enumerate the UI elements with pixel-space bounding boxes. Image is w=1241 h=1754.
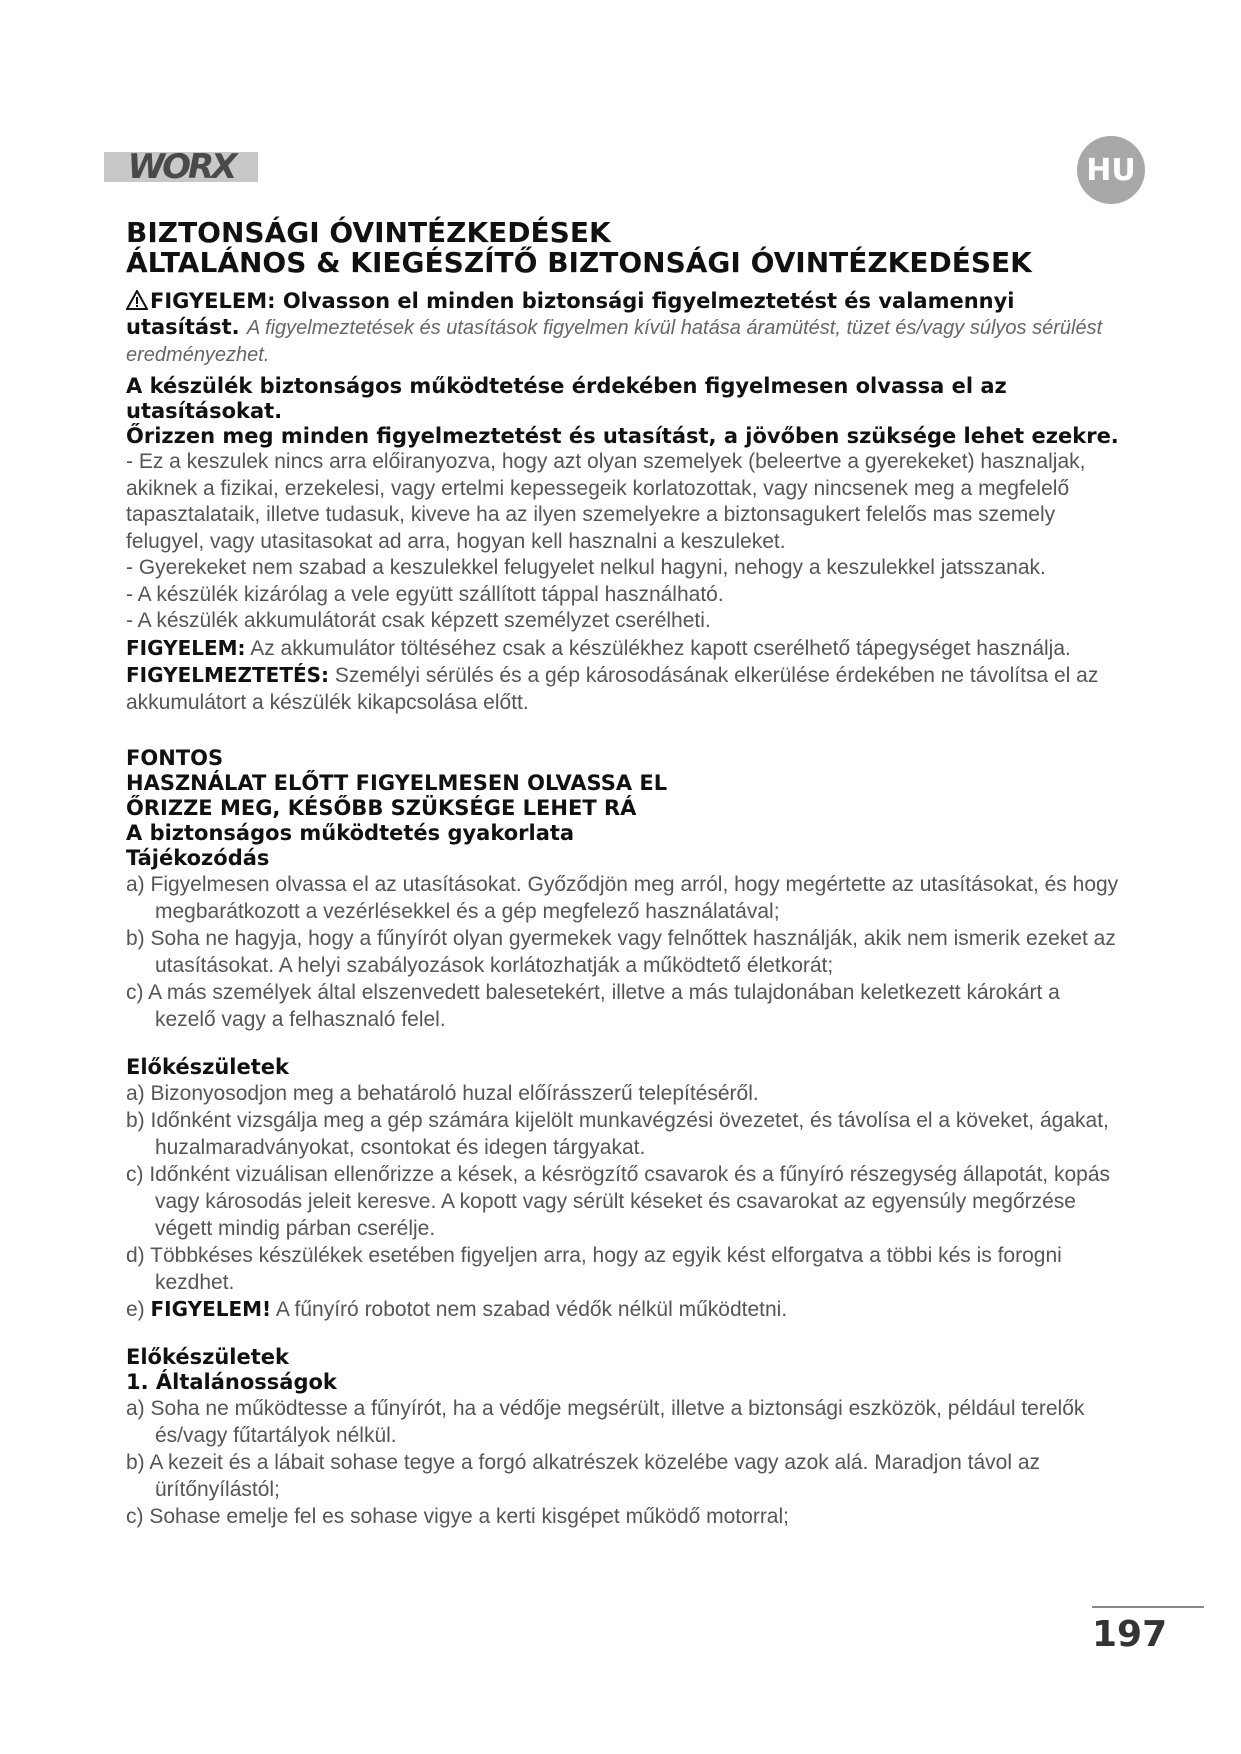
note-label: FIGYELEM! — [150, 1297, 272, 1321]
list-item: a) Soha ne működtesse a fűnyírót, ha a védője megsérült, illetve a biztonsági eszközök, például terelők és/vagy fűtartályok nélkül. — [126, 1397, 1085, 1447]
note-label: FIGYELEM: — [126, 635, 246, 660]
section-heading: A biztonságos működtetés gyakorlata — [126, 821, 575, 845]
document-body — [126, 218, 1126, 1530]
battery-remove-note — [126, 662, 1126, 716]
list-item: c) A más személyek által elszenvedett balesetekért, illetve a más tulajdonában keletkezett károkárt a kezelő vagy a felhasznaló felel. — [126, 981, 1060, 1031]
paragraph: - Gyerekeket nem szabad a keszulekkel felugyelet nelkul hagyni, nehogy a keszulekkel jatsszanak. — [126, 556, 1046, 579]
paragraph: - Ez a keszulek nincs arra előiranyozva, hogy azt olyan szemelyek (beleertve a gyerekeket) hasznaljak, akiknek a fizikai, erzekelesi, vagy ertelmi kepessegeik korlatozottak, vagy nincsenek meg a megfelelő tapasztalataik, illetve tudasuk, kiveve ha az ilyen szemelyekre a biztonsagukert felelős mas szemely felugyel, vagy utasitasokat ad arra, hogyan kell hasznalni a keszuleket. — [126, 450, 1086, 553]
section-heading: Tájékozódás — [126, 846, 270, 870]
note-label: FIGYELMEZTETÉS: — [126, 663, 330, 687]
section-heading: Előkészületek — [126, 1345, 289, 1369]
list-prefix: e) — [126, 1298, 151, 1321]
list-item: a) Bizonyosodjon meg a behatároló huzal előírásszerű telepítéséről. — [126, 1082, 759, 1105]
warning-triangle-icon — [126, 290, 148, 310]
list-item — [126, 1296, 1126, 1323]
important-heading: FONTOS — [126, 746, 224, 770]
page-title: BIZTONSÁGI ÓVINTÉZKEDÉSEK — [126, 216, 611, 249]
list-item: b) A kezeit és a lábait sohase tegye a forgó alkatrészek közelébe vagy azok alá. Maradjon távol az ürítőnyílástól; — [126, 1451, 1041, 1501]
note-text: Az akkumulátor töltéséhez csak a készülékhez kapott cserélhető tápegységet használja. — [245, 636, 1071, 660]
warning-block — [126, 288, 1126, 368]
language-badge: HU — [1077, 136, 1145, 204]
page-number: 197 — [1092, 1614, 1168, 1655]
important-heading: HASZNÁLAT ELŐTT FIGYELMESEN OLVASSA EL — [126, 771, 668, 795]
warning-bold-text: FIGYELEM: Olvasson el minden biztonsági figyelmeztetést és valamennyi utasítást. — [126, 289, 1015, 339]
page-subtitle: ÁLTALÁNOS & KIEGÉSZÍTŐ BIZTONSÁGI ÓVINTÉZKEDÉSEK — [126, 246, 1032, 279]
list-item: d) Többkéses készülékek esetében figyeljen arra, hogy az egyik kést elforgatva a többi kés is forogni kezdhet. — [126, 1244, 1062, 1294]
page-number-divider — [1092, 1606, 1204, 1608]
list-item: a) Figyelmesen olvassa el az utasításokat. Győződjön meg arról, hogy megértette az utasításokat, és hogy megbarátkozott a vezérlésekkel és a gép megfelező használatával; — [126, 873, 1119, 923]
list-item: b) Soha ne hagyja, hogy a fűnyírót olyan gyermekek vagy felnőttek használják, akik nem ismerik ezeket az utasításokat. A helyi szabályozások korlátozhatják a működtető életkorát; — [126, 927, 1116, 977]
note-text: Személyi sérülés és a gép károsodásának elkerülése érdekében ne távolítsa el az akkumulátort a készülék kikapcsolása előtt. — [126, 664, 1099, 714]
keep-instructions-note: Őrizzen meg minden figyelmeztetést és utasítást, a jövőben szüksége lehet ezekre. — [126, 424, 1119, 448]
paragraph: - A készülék kizárólag a vele együtt szállított táppal használható. — [126, 582, 724, 606]
warning-italic-text: A figyelmeztetések és utasítások figyelmen kívül hatása áramütést, tüzet és/vagy súlyos sérülést eredményezhet. — [126, 317, 1103, 366]
section-heading: 1. Általánosságok — [126, 1370, 337, 1394]
important-heading: ŐRIZZE MEG, KÉSŐBB SZÜKSÉGE LEHET RÁ — [126, 796, 637, 820]
list-item: c) Sohase emelje fel es sohase vigye a kerti kisgépet működő motorral; — [126, 1505, 789, 1528]
section-heading: Előkészületek — [126, 1055, 289, 1079]
safe-operation-note: A készülék biztonságos működtetése érdekében figyelmesen olvassa el az utasításokat. — [126, 374, 1007, 423]
battery-charge-note — [126, 635, 1126, 663]
list-item: c) Időnként vizuálisan ellenőrizze a kések, a késrögzítő csavarok és a fűnyíró részegység állapotát, kopás vagy károsodás jeleit keresve. A kopott vagy sérült késeket és csavarokat az egyensúly megőrzése végett mindig párban cserélje. — [126, 1163, 1111, 1240]
list-item: b) Időnként vizsgálja meg a gép számára kijelölt munkavégzési övezetet, és távolísa el a köveket, ágakat, huzalmaradványokat, csontokat és idegen tárgyakat. — [126, 1109, 1109, 1159]
note-text: A fűnyíró robotot nem szabad védők nélkül működtetni. — [271, 1298, 788, 1321]
worx-logo: WORX — [104, 152, 258, 182]
paragraph: - A készülék akkumulátorát csak képzett személyzet cserélheti. — [126, 609, 711, 632]
